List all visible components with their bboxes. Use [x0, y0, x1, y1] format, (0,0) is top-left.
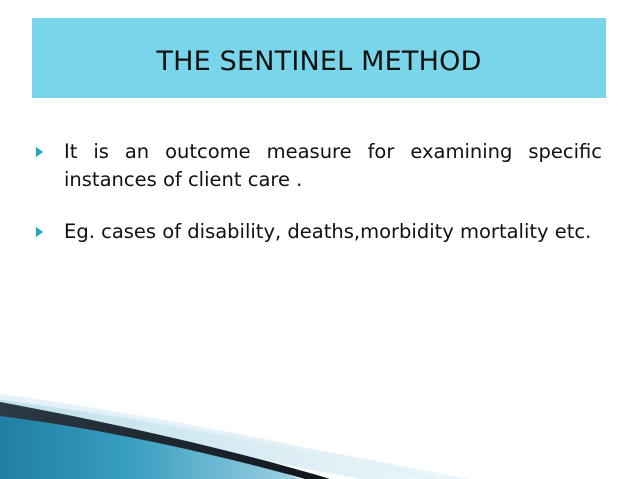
triangle-right-icon: [36, 147, 43, 157]
bullet-list: [36, 138, 602, 270]
bullet-item: [36, 138, 602, 194]
bullet-item: [36, 218, 602, 246]
bullet-text: Eg. cases of disability, deaths,morbidity mortality etc.: [64, 220, 592, 243]
slide-title: THE SENTINEL METHOD: [156, 45, 482, 77]
bullet-text: It is an outcome measure for examining specific instances of client care .: [64, 140, 602, 191]
triangle-right-icon: [36, 227, 43, 237]
title-band: [32, 18, 606, 98]
decorative-swoosh: [0, 390, 638, 479]
